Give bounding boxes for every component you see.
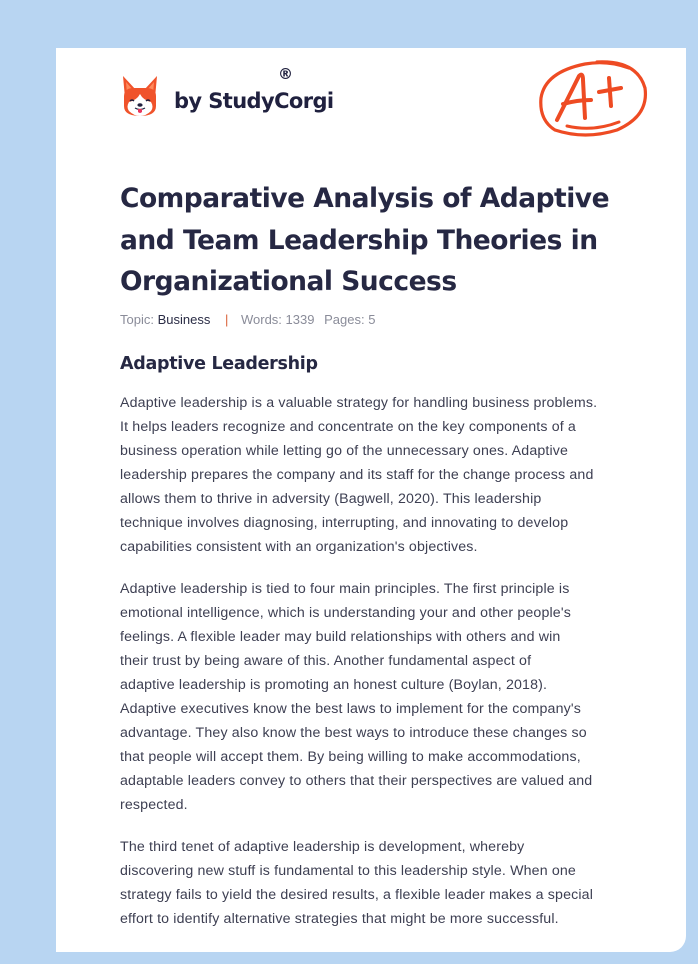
text-line: emotional intelligence, which is understanding your and other people's: [120, 605, 571, 621]
text-line: strategy fails to yield the desired results, a flexible leader makes a special: [120, 887, 594, 903]
text-line: their trust by being aware of this. Another fundamental aspect of: [120, 653, 532, 669]
words-label: Words:: [240, 312, 282, 327]
text-line: The third tenet of adaptive leadership is development, whereby: [120, 839, 525, 855]
text-line: respected.: [120, 797, 188, 813]
words-count: 1339: [285, 312, 315, 327]
a-plus-grade-icon: [537, 58, 649, 140]
paragraph: [120, 835, 650, 931]
document-title: [120, 178, 640, 303]
text-line: Adaptive executives know the best laws to implement for the company's: [120, 701, 581, 717]
topic-label: Topic:: [120, 312, 154, 327]
document-body: [120, 391, 650, 949]
text-line: It helps leaders recognize and concentrate on the key components of a: [120, 419, 576, 435]
text-line: advantage. They also know the best ways to introduce these changes so: [120, 725, 587, 741]
text-line: effort to identify alternative strategies that might be more successful.: [120, 911, 559, 927]
paragraph: [120, 391, 650, 559]
paragraph: [120, 577, 650, 817]
pages-label: Pages:: [324, 312, 365, 327]
text-line: Adaptive leadership is tied to four main principles. The first principle is: [120, 581, 570, 597]
title-line: Comparative Analysis of Adaptive: [120, 183, 610, 214]
text-line: allows them to thrive in adversity (Bagwell, 2020). This leadership: [120, 491, 542, 507]
text-line: leadership prepares the company and its staff for the change process and: [120, 467, 594, 483]
title-line: Organizational Success: [120, 266, 457, 297]
corgi-logo-icon: [120, 74, 160, 120]
meta-separator: |: [224, 312, 229, 327]
brand-logo[interactable]: [120, 74, 334, 120]
text-line: that people will accept them. By being willing to make accommodations,: [120, 749, 581, 765]
topic-link[interactable]: Business: [157, 312, 211, 327]
pages-count: 5: [368, 312, 376, 327]
text-line: business operation while letting go of the unnecessary ones. Adaptive: [120, 443, 569, 459]
title-line: and Team Leadership Theories in: [120, 224, 598, 256]
text-line: discovering new stuff is fundamental to this leadership style. When one: [120, 863, 576, 879]
text-line: adaptable leaders convey to others that their perspectives are valued and: [120, 773, 593, 789]
registered-mark: ®: [278, 65, 293, 83]
text-line: capabilities consistent with an organization's objectives.: [120, 539, 478, 555]
text-line: adaptive leadership is promoting an honest culture (Boylan, 2018).: [120, 677, 548, 693]
section-heading: Adaptive Leadership: [120, 354, 318, 374]
document-card: [56, 48, 686, 952]
text-line: technique involves diagnosing, interrupting, and innovating to develop: [120, 515, 569, 531]
text-line: feelings. A flexible leader may build relationships with others and win: [120, 629, 561, 645]
brand-name: by StudyCorgi: [174, 89, 334, 113]
text-line: Adaptive leadership is a valuable strategy for handling business problems.: [120, 395, 598, 411]
document-meta: [120, 312, 375, 327]
